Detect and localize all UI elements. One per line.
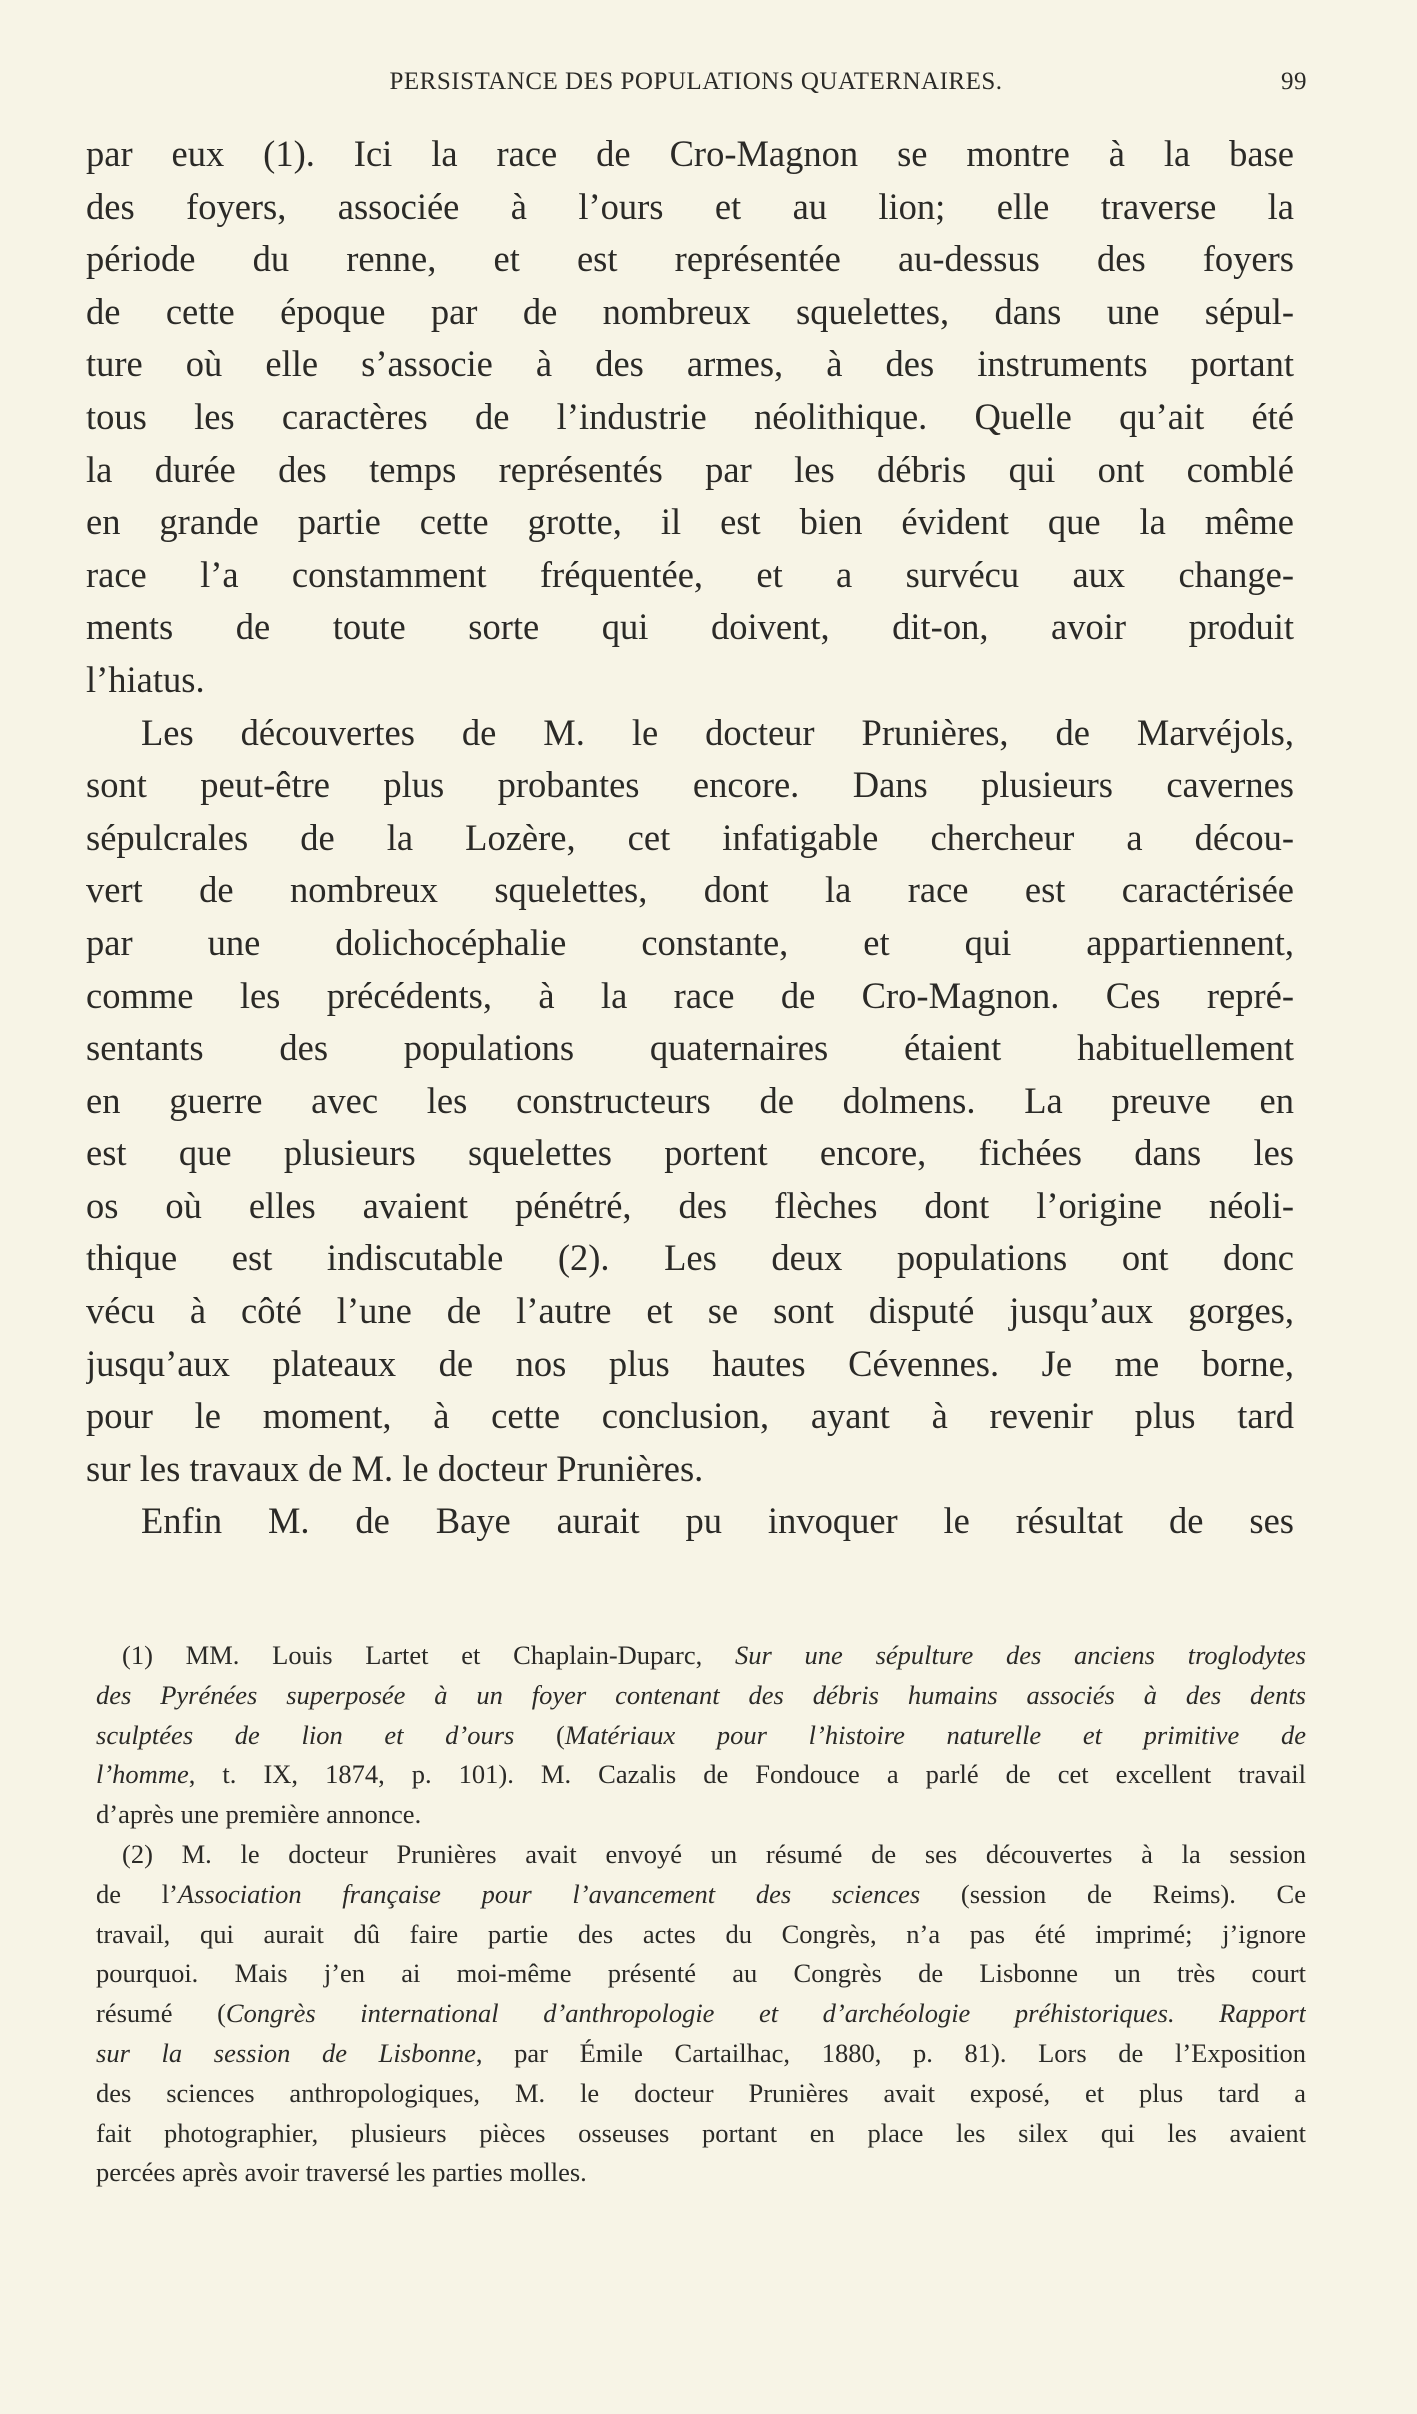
text-segment: race l’a constamment fréquentée, et a survécu aux change-: [86, 553, 1294, 595]
text-line: [86, 1338, 1294, 1391]
italic-text: Matériaux pour l’histoire naturelle et primitive de: [564, 1719, 1306, 1750]
text-line: [86, 864, 1294, 917]
text-segment: pourquoi. Mais j’en ai moi-même présenté au Congrès de Lisbonne un très court: [96, 1958, 1306, 1989]
text-segment: des sciences anthropologiques, M. le docteur Prunières avait exposé, et plus tard a: [96, 2077, 1306, 2108]
text-segment: en guerre avec les constructeurs de dolmens. La preuve en: [86, 1079, 1294, 1121]
text-line: [86, 707, 1294, 760]
text-segment: (2) M. le docteur Prunières avait envoyé un résumé de ses découvertes à la session: [122, 1838, 1306, 1869]
text-segment: fait photographier, plusieurs pièces osseuses portant en place les silex qui les avaient: [96, 2117, 1306, 2148]
page-number: 99: [1281, 68, 1307, 95]
footnote-line: [96, 1994, 1306, 2034]
text-line: [86, 338, 1294, 391]
text-line: [86, 1022, 1294, 1075]
text-line: [86, 1495, 1294, 1548]
italic-text: sur la session de Lisbonne: [96, 2037, 476, 2068]
text-line: [86, 654, 1294, 707]
text-segment: l’hiatus.: [86, 658, 205, 700]
text-segment: thique est indiscutable (2). Les deux populations ont donc: [86, 1237, 1294, 1279]
italic-text: Sur une sépulture des anciens troglodytes: [735, 1640, 1306, 1670]
text-line: [86, 1127, 1294, 1180]
text-segment: en grande partie cette grotte, il est bien évident que la même: [86, 501, 1294, 543]
text-segment: Enfin M. de Baye aurait pu invoquer le résultat de ses: [141, 1500, 1294, 1542]
text-line: [86, 812, 1294, 865]
text-segment: travail, qui aurait dû faire partie des actes du Congrès, n’a pas été imprimé; j’ignore: [96, 1918, 1306, 1949]
footnote-line: [96, 2153, 1306, 2193]
text-line: [86, 444, 1294, 497]
text-segment: percées après avoir traversé les parties molles.: [96, 2157, 587, 2188]
text-segment: ture où elle s’associe à des armes, à des instruments portant: [86, 343, 1294, 385]
text-segment: période du renne, et est représentée au-dessus des foyers: [86, 238, 1294, 280]
text-line: [86, 128, 1294, 181]
text-segment: par une dolichocéphalie constante, et qui appartiennent,: [86, 921, 1294, 963]
footnote-line: [96, 1954, 1306, 1994]
text-segment: vert de nombreux squelettes, dont la race est caractérisée: [86, 869, 1294, 911]
text-line: [86, 1232, 1294, 1285]
text-line: [86, 181, 1294, 234]
footnote-line: [96, 1915, 1306, 1955]
footnote-line: [96, 1636, 1306, 1676]
footnote-line: [96, 1795, 1306, 1835]
text-segment: tous les caractères de l’industrie néolithique. Quelle qu’ait été: [86, 395, 1294, 437]
body-text: [86, 128, 1294, 1548]
text-segment: Les découvertes de M. le docteur Prunières, de Marvéjols,: [141, 711, 1294, 753]
footnote-line: [96, 1716, 1306, 1756]
text-line: [86, 233, 1294, 286]
text-line: [86, 1285, 1294, 1338]
footnotes: [96, 1636, 1306, 2193]
text-segment: (: [514, 1719, 565, 1750]
text-segment: d’après une première annonce.: [96, 1799, 422, 1830]
footnote-line: [96, 2074, 1306, 2114]
italic-text: Association française pour l’avancement des sciences: [177, 1878, 921, 1909]
text-line: [86, 970, 1294, 1023]
text-line: [86, 496, 1294, 549]
text-segment: ments de toute sorte qui doivent, dit-on, avoir produit: [86, 606, 1294, 648]
text-segment: vécu à côté l’une de l’autre et se sont disputé jusqu’aux gorges,: [86, 1290, 1294, 1332]
running-header: [85, 68, 1307, 108]
text-segment: sont peut-être plus probantes encore. Dans plusieurs cavernes: [86, 764, 1294, 806]
running-title: PERSISTANCE DES POPULATIONS QUATERNAIRES.: [389, 68, 1003, 95]
text-line: [86, 1443, 1294, 1496]
text-line: [86, 391, 1294, 444]
text-segment: sentants des populations quaternaires étaient habituellement: [86, 1027, 1294, 1069]
text-line: [86, 1180, 1294, 1233]
footnote-line: [96, 2114, 1306, 2154]
italic-text: l’homme: [96, 1759, 189, 1790]
text-line: [86, 286, 1294, 339]
footnote-line: [96, 2034, 1306, 2074]
text-segment: (session de Reims). Ce: [920, 1878, 1306, 1909]
text-segment: os où elles avaient pénétré, des flèches dont l’origine néoli-: [86, 1184, 1294, 1226]
italic-text: Congrès international d’anthropologie et d’archéologie préhistoriques. Rapport: [225, 1998, 1306, 2029]
text-segment: pour le moment, à cette conclusion, ayant à revenir plus tard: [86, 1395, 1294, 1437]
text-segment: sépulcrales de la Lozère, cet infatigable chercheur a décou-: [86, 816, 1294, 858]
footnote-line: [96, 1676, 1306, 1716]
text-line: [86, 917, 1294, 970]
text-segment: (1) MM. Louis Lartet et Chaplain-Duparc,: [122, 1640, 735, 1670]
footnote-line: [96, 1835, 1306, 1875]
text-line: [86, 549, 1294, 602]
text-segment: résumé (: [96, 1998, 226, 2029]
text-segment: , t. IX, 1874, p. 101). M. Cazalis de Fondouce a parlé de cet excellent travail: [188, 1759, 1306, 1790]
text-segment: jusqu’aux plateaux de nos plus hautes Cévennes. Je me borne,: [86, 1342, 1294, 1384]
text-line: [86, 759, 1294, 812]
footnote-line: [96, 1875, 1306, 1915]
text-segment: sur les travaux de M. le docteur Prunières.: [86, 1447, 704, 1489]
text-segment: de l’: [96, 1878, 178, 1909]
italic-text: des Pyrénées superposée à un foyer contenant des débris humains associés à des dents: [96, 1679, 1306, 1710]
text-segment: de cette époque par de nombreux squelettes, dans une sépul-: [86, 290, 1294, 332]
text-line: [86, 1075, 1294, 1128]
footnote-line: [96, 1755, 1306, 1795]
text-segment: des foyers, associée à l’ours et au lion; elle traverse la: [86, 185, 1294, 227]
text-segment: la durée des temps représentés par les débris qui ont comblé: [86, 448, 1294, 490]
text-segment: est que plusieurs squelettes portent encore, fichées dans les: [86, 1132, 1294, 1174]
text-line: [86, 1390, 1294, 1443]
italic-text: sculptées de lion et d’ours: [96, 1719, 515, 1750]
text-segment: comme les précédents, à la race de Cro-Magnon. Ces repré-: [86, 974, 1294, 1016]
text-segment: par eux (1). Ici la race de Cro-Magnon se montre à la base: [86, 133, 1294, 174]
text-line: [86, 601, 1294, 654]
text-segment: , par Émile Cartailhac, 1880, p. 81). Lors de l’Exposition: [475, 2037, 1306, 2068]
